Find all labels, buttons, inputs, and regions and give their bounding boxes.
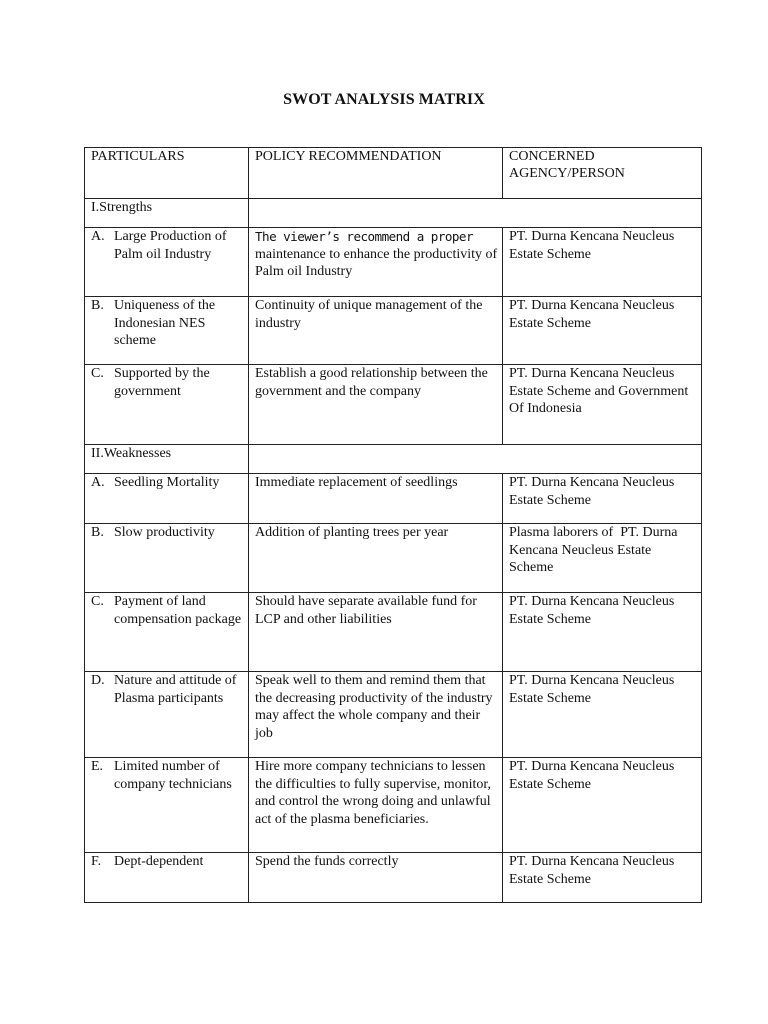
table-row: [85, 593, 702, 672]
agency-cell: PT. Durna Kencana Neucleus Estate Scheme: [503, 228, 702, 297]
particular-cell: [85, 365, 249, 445]
swot-matrix-table: [84, 147, 702, 903]
table-row: [85, 672, 702, 758]
agency-cell: PT. Durna Kencana Neucleus Estate Scheme: [503, 758, 702, 853]
policy-cell: Hire more company technicians to lessen the difficulties to fully supervise, monitor, and control the wrong doing and unlawful act of the plasma beneficiaries.: [249, 758, 503, 853]
policy-cell: Continuity of unique management of the industry: [249, 297, 503, 365]
header-concerned-agency: CONCERNED AGENCY/PERSON: [503, 148, 702, 199]
header-row: [85, 148, 702, 199]
policy-cell: Spend the funds correctly: [249, 853, 503, 903]
particular-text: Limited number of company technicians: [114, 759, 232, 792]
particular-cell: [85, 228, 249, 297]
section-spacer: [249, 445, 702, 474]
particular-cell: [85, 758, 249, 853]
header-particulars: PARTICULARS: [85, 148, 249, 199]
particular-text: Dept-dependent: [114, 854, 204, 869]
table-row: [85, 474, 702, 524]
policy-cell: Speak well to them and remind them that the decreasing productivity of the industry may affect the whole company and their job: [249, 672, 503, 758]
item-letter: C.: [91, 594, 104, 609]
policy-cell: Immediate replacement of seedlings: [249, 474, 503, 524]
policy-cell: Addition of planting trees per year: [249, 524, 503, 593]
agency-cell: PT. Durna Kencana Neucleus Estate Scheme: [503, 297, 702, 365]
agency-cell: Plasma laborers of PT. Durna Kencana Neucleus Estate Scheme: [503, 524, 702, 593]
particular-cell: [85, 524, 249, 593]
agency-cell: PT. Durna Kencana Neucleus Estate Scheme: [503, 853, 702, 903]
item-letter: A.: [91, 229, 105, 244]
item-letter: B.: [91, 298, 104, 313]
policy-cell: [249, 228, 503, 297]
agency-cell: PT. Durna Kencana Neucleus Estate Scheme: [503, 474, 702, 524]
section-row-strengths: [85, 199, 702, 228]
policy-cell: Establish a good relationship between the government and the company: [249, 365, 503, 445]
item-letter: E.: [91, 759, 104, 774]
item-letter: C.: [91, 366, 104, 381]
particular-cell: [85, 297, 249, 365]
policy-cell: Should have separate available fund for LCP and other liabilities: [249, 593, 503, 672]
table-row: [85, 524, 702, 593]
item-letter: D.: [91, 673, 105, 688]
particular-text: Seedling Mortality: [114, 475, 220, 490]
table-row: [85, 297, 702, 365]
section-label-strengths: I.Strengths: [85, 199, 249, 228]
table-row: [85, 228, 702, 297]
agency-cell: PT. Durna Kencana Neucleus Estate Scheme: [503, 593, 702, 672]
item-letter: B.: [91, 525, 104, 540]
agency-cell: PT. Durna Kencana Neucleus Estate Scheme and Government Of Indonesia: [503, 365, 702, 445]
section-label-weaknesses: II.Weaknesses: [85, 445, 249, 474]
table-row: [85, 758, 702, 853]
table-row: [85, 365, 702, 445]
particular-cell: [85, 672, 249, 758]
policy-text: maintenance to enhance the productivity of Palm oil Industry: [255, 246, 498, 279]
particular-text: Nature and attitude of Plasma participants: [114, 673, 237, 706]
particular-text: Large Production of Palm oil Industry: [114, 229, 227, 262]
particular-cell: [85, 593, 249, 672]
particular-cell: [85, 474, 249, 524]
particular-text: Uniqueness of the Indonesian NES scheme: [114, 298, 216, 348]
particular-text: Payment of land compensation package: [114, 594, 242, 627]
policy-text-first-line: The viewer’s recommend a proper: [255, 229, 473, 244]
header-policy-recommendation: POLICY RECOMMENDATION: [249, 148, 503, 199]
item-letter: F.: [91, 854, 102, 869]
particular-text: Slow productivity: [114, 525, 215, 540]
section-spacer: [249, 199, 702, 228]
table-row: [85, 853, 702, 903]
agency-cell: PT. Durna Kencana Neucleus Estate Scheme: [503, 672, 702, 758]
item-letter: A.: [91, 475, 105, 490]
particular-cell: [85, 853, 249, 903]
document-title: SWOT ANALYSIS MATRIX: [283, 91, 485, 108]
particular-text: Supported by the government: [114, 366, 210, 399]
section-row-weaknesses: [85, 445, 702, 474]
